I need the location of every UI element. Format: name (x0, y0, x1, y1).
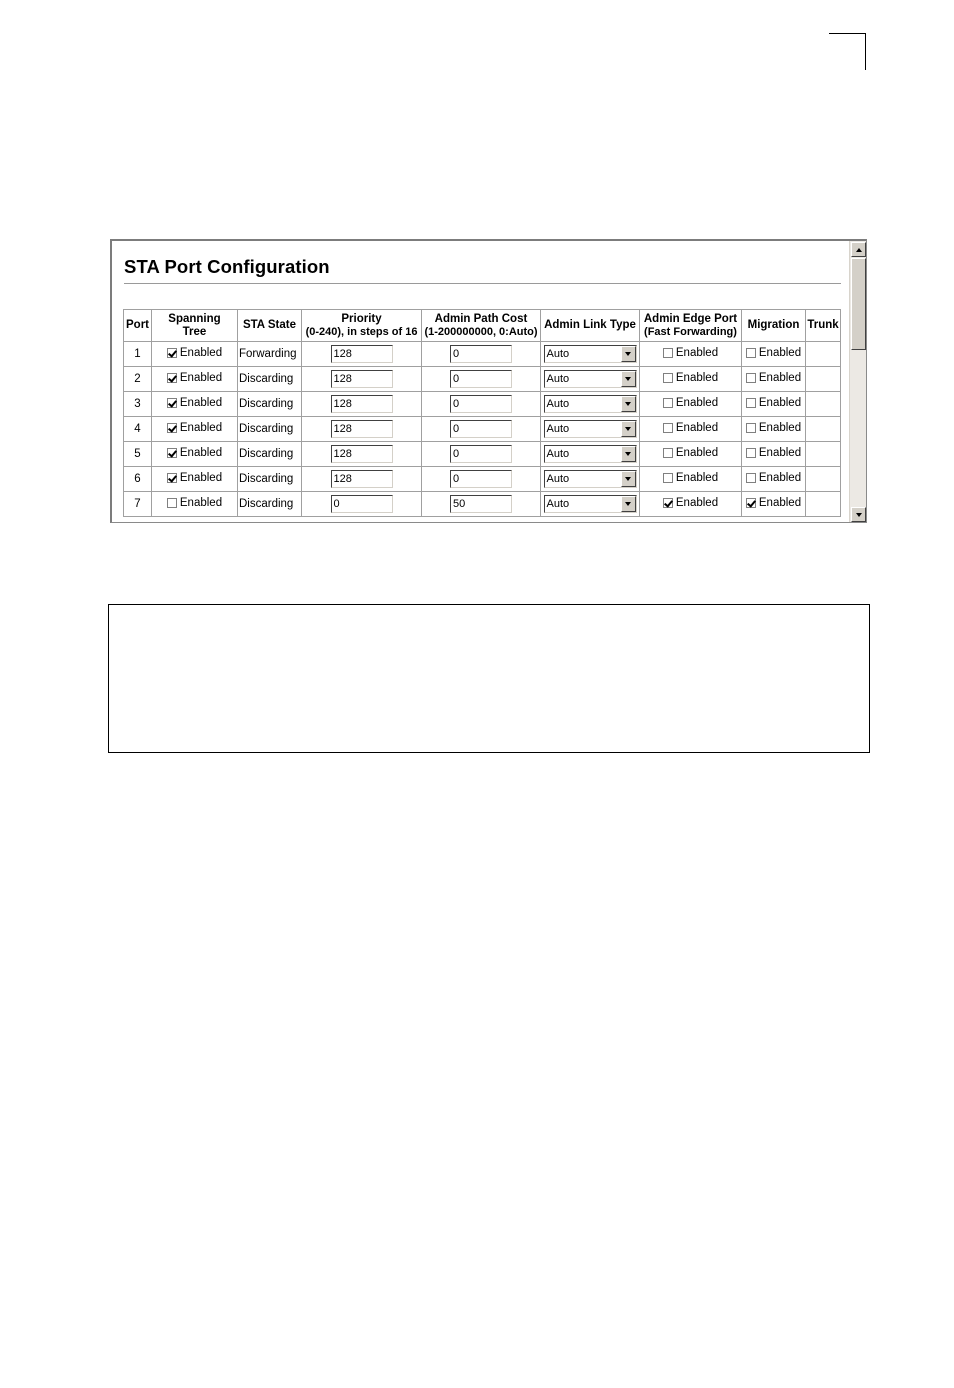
priority-cell (302, 492, 422, 517)
migration-enabled-label: Enabled (758, 372, 802, 384)
checkbox-icon[interactable] (746, 423, 756, 433)
sta-state-value: Discarding (239, 473, 294, 485)
spanning-tree-cell (152, 467, 238, 492)
checkbox-icon[interactable] (663, 498, 673, 508)
migration-enabled-checkbox[interactable] (746, 422, 801, 434)
spanning-tree-cell (152, 392, 238, 417)
link-type-cell (541, 367, 640, 392)
migration-enabled-checkbox[interactable] (746, 497, 801, 509)
sta-state-cell (238, 342, 302, 367)
spanning-tree-enabled-checkbox[interactable] (167, 422, 222, 434)
migration-enabled-checkbox[interactable] (746, 397, 801, 409)
col-header-migration: Migration (742, 310, 806, 342)
migration-enabled-label: Enabled (758, 472, 802, 484)
admin-link-type-value: Auto (546, 373, 570, 385)
sta-state-cell (238, 492, 302, 517)
migration-enabled-label: Enabled (758, 497, 802, 509)
spanning-tree-cell (152, 417, 238, 442)
trunk-cell (806, 367, 841, 392)
admin-edge-port-enabled-label: Enabled (675, 397, 719, 409)
admin-link-type-select[interactable] (544, 395, 637, 413)
link-type-cell (541, 392, 640, 417)
port-cell (124, 467, 152, 492)
vertical-scrollbar[interactable] (849, 241, 866, 523)
sta-state-cell (238, 367, 302, 392)
path-cost-cell (422, 492, 541, 517)
trunk-cell (806, 392, 841, 417)
sta-state-value: Discarding (239, 498, 294, 510)
checkbox-icon[interactable] (663, 448, 673, 458)
admin-edge-port-enabled-label: Enabled (675, 447, 719, 459)
admin-edge-port-enabled-checkbox[interactable] (663, 397, 718, 409)
path-cost-cell (422, 392, 541, 417)
col-header-port: Port (124, 310, 152, 342)
scrollbar-thumb[interactable] (851, 258, 866, 350)
admin-link-type-value: Auto (546, 423, 570, 435)
path-cost-cell (422, 342, 541, 367)
sta-state-value: Discarding (239, 448, 294, 460)
edge-port-cell (640, 442, 742, 467)
migration-cell (742, 367, 806, 392)
checkbox-icon[interactable] (167, 348, 177, 358)
dropdown-button[interactable] (621, 396, 636, 412)
page-corner-mark (829, 33, 866, 70)
admin-path-cost-input[interactable]: 50 (450, 495, 512, 513)
migration-enabled-label: Enabled (758, 422, 802, 434)
col-header-admin-edge-port: Admin Edge Port (Fast Forwarding) (640, 310, 742, 342)
migration-enabled-checkbox[interactable] (746, 347, 801, 359)
path-cost-cell (422, 442, 541, 467)
priority-input[interactable]: 128 (331, 370, 393, 388)
admin-edge-port-enabled-label: Enabled (675, 347, 719, 359)
admin-edge-port-enabled-label: Enabled (675, 497, 719, 509)
chevron-down-icon (625, 402, 631, 406)
col-header-priority: Priority (0-240), in steps of 16 (302, 310, 422, 342)
port-number: 2 (134, 373, 141, 385)
scroll-up-button[interactable] (851, 242, 866, 257)
priority-input[interactable]: 128 (331, 420, 393, 438)
path-cost-cell (422, 467, 541, 492)
checkbox-icon[interactable] (746, 348, 756, 358)
table-row (124, 342, 841, 367)
sta-port-table (123, 309, 841, 517)
migration-enabled-label: Enabled (758, 397, 802, 409)
checkbox-icon[interactable] (746, 398, 756, 408)
spanning-tree-enabled-label: Enabled (179, 497, 223, 509)
admin-link-type-value: Auto (546, 398, 570, 410)
table-body (124, 342, 841, 517)
sta-state-value: Forwarding (239, 348, 297, 360)
col-header-admin-link-type: Admin Link Type (541, 310, 640, 342)
checkbox-icon[interactable] (167, 398, 177, 408)
dropdown-button[interactable] (621, 496, 636, 512)
priority-cell (302, 342, 422, 367)
chevron-down-icon (625, 377, 631, 381)
chevron-down-icon (625, 477, 631, 481)
link-type-cell (541, 492, 640, 517)
spanning-tree-enabled-label: Enabled (179, 472, 223, 484)
port-number: 1 (134, 348, 141, 360)
col-header-trunk: Trunk (806, 310, 841, 342)
checkbox-icon[interactable] (167, 473, 177, 483)
checkbox-icon[interactable] (167, 498, 177, 508)
spanning-tree-cell (152, 442, 238, 467)
edge-port-cell (640, 417, 742, 442)
admin-link-type-value: Auto (546, 498, 570, 510)
checkbox-icon[interactable] (663, 423, 673, 433)
port-cell (124, 342, 152, 367)
spanning-tree-enabled-checkbox[interactable] (167, 397, 222, 409)
table-header-row (124, 310, 841, 342)
migration-enabled-label: Enabled (758, 447, 802, 459)
priority-input[interactable]: 128 (331, 345, 393, 363)
path-cost-cell (422, 417, 541, 442)
admin-edge-port-enabled-checkbox[interactable] (663, 372, 718, 384)
spanning-tree-enabled-checkbox[interactable] (167, 472, 222, 484)
dropdown-button[interactable] (621, 471, 636, 487)
admin-link-type-select[interactable] (544, 445, 637, 463)
spanning-tree-enabled-label: Enabled (179, 397, 223, 409)
checkbox-icon[interactable] (663, 348, 673, 358)
port-cell (124, 367, 152, 392)
migration-cell (742, 467, 806, 492)
sta-state-value: Discarding (239, 373, 294, 385)
admin-link-type-select[interactable] (544, 345, 637, 363)
table-row (124, 417, 841, 442)
path-cost-cell (422, 367, 541, 392)
migration-cell (742, 442, 806, 467)
migration-enabled-checkbox[interactable] (746, 372, 801, 384)
title-divider (124, 283, 841, 284)
chevron-down-icon (625, 502, 631, 506)
checkbox-icon[interactable] (663, 473, 673, 483)
link-type-cell (541, 467, 640, 492)
priority-cell (302, 417, 422, 442)
edge-port-cell (640, 392, 742, 417)
edge-port-cell (640, 467, 742, 492)
table-row (124, 492, 841, 517)
table-row (124, 467, 841, 492)
admin-link-type-value: Auto (546, 448, 570, 460)
admin-edge-port-enabled-label: Enabled (675, 422, 719, 434)
priority-input[interactable]: 128 (331, 395, 393, 413)
admin-link-type-select[interactable] (544, 470, 637, 488)
admin-path-cost-input[interactable]: 0 (450, 370, 512, 388)
link-type-cell (541, 342, 640, 367)
table-row (124, 367, 841, 392)
port-number: 7 (134, 498, 141, 510)
port-number: 6 (134, 473, 141, 485)
spanning-tree-enabled-label: Enabled (179, 347, 223, 359)
admin-path-cost-input[interactable]: 0 (450, 420, 512, 438)
chevron-down-icon (625, 352, 631, 356)
priority-cell (302, 367, 422, 392)
dropdown-button[interactable] (621, 446, 636, 462)
content-area (112, 241, 848, 523)
edge-port-cell (640, 342, 742, 367)
sta-state-cell (238, 442, 302, 467)
col-header-sta-state: STA State (238, 310, 302, 342)
port-number: 5 (134, 448, 141, 460)
spanning-tree-enabled-label: Enabled (179, 372, 223, 384)
priority-input[interactable]: 128 (331, 445, 393, 463)
spanning-tree-enabled-checkbox[interactable] (167, 347, 222, 359)
admin-edge-port-enabled-checkbox[interactable] (663, 422, 718, 434)
spanning-tree-enabled-label: Enabled (179, 447, 223, 459)
migration-cell (742, 342, 806, 367)
port-cell (124, 442, 152, 467)
admin-path-cost-input[interactable]: 0 (450, 395, 512, 413)
admin-link-type-select[interactable] (544, 370, 637, 388)
sta-state-cell (238, 392, 302, 417)
migration-cell (742, 392, 806, 417)
admin-link-type-select[interactable] (544, 420, 637, 438)
page-title: STA Port Configuration (124, 256, 330, 277)
admin-path-cost-input[interactable]: 0 (450, 345, 512, 363)
checkbox-icon[interactable] (167, 448, 177, 458)
trunk-cell (806, 442, 841, 467)
table-row (124, 392, 841, 417)
admin-edge-port-enabled-label: Enabled (675, 472, 719, 484)
dropdown-button[interactable] (621, 346, 636, 362)
scroll-up-arrow-icon (856, 248, 862, 252)
port-number: 3 (134, 398, 141, 410)
checkbox-icon[interactable] (663, 373, 673, 383)
migration-cell (742, 417, 806, 442)
note-box (108, 604, 870, 753)
checkbox-icon[interactable] (663, 398, 673, 408)
spanning-tree-cell (152, 492, 238, 517)
port-cell (124, 417, 152, 442)
link-type-cell (541, 442, 640, 467)
priority-cell (302, 442, 422, 467)
checkbox-icon[interactable] (746, 473, 756, 483)
spanning-tree-enabled-checkbox[interactable] (167, 497, 222, 509)
edge-port-cell (640, 367, 742, 392)
checkbox-icon[interactable] (746, 448, 756, 458)
link-type-cell (541, 417, 640, 442)
priority-cell (302, 467, 422, 492)
col-header-admin-path-cost: Admin Path Cost (1-200000000, 0:Auto) (422, 310, 541, 342)
migration-enabled-label: Enabled (758, 347, 802, 359)
admin-edge-port-enabled-checkbox[interactable] (663, 497, 718, 509)
admin-link-type-select[interactable] (544, 495, 637, 513)
spanning-tree-enabled-checkbox[interactable] (167, 372, 222, 384)
port-cell (124, 492, 152, 517)
sta-port-config-window (110, 239, 867, 523)
scroll-down-button[interactable] (851, 507, 866, 522)
dropdown-button[interactable] (621, 421, 636, 437)
edge-port-cell (640, 492, 742, 517)
admin-edge-port-enabled-checkbox[interactable] (663, 447, 718, 459)
sta-state-cell (238, 417, 302, 442)
migration-enabled-checkbox[interactable] (746, 472, 801, 484)
checkbox-icon[interactable] (167, 373, 177, 383)
migration-cell (742, 492, 806, 517)
checkbox-icon[interactable] (746, 373, 756, 383)
sta-state-cell (238, 467, 302, 492)
admin-link-type-value: Auto (546, 473, 570, 485)
trunk-cell (806, 417, 841, 442)
trunk-cell (806, 342, 841, 367)
sta-state-value: Discarding (239, 423, 294, 435)
chevron-down-icon (625, 427, 631, 431)
spanning-tree-enabled-checkbox[interactable] (167, 447, 222, 459)
admin-edge-port-enabled-checkbox[interactable] (663, 472, 718, 484)
spanning-tree-cell (152, 342, 238, 367)
spanning-tree-enabled-label: Enabled (179, 422, 223, 434)
sta-state-value: Discarding (239, 398, 294, 410)
port-cell (124, 392, 152, 417)
trunk-cell (806, 467, 841, 492)
spanning-tree-cell (152, 367, 238, 392)
trunk-cell (806, 492, 841, 517)
chevron-down-icon (625, 452, 631, 456)
admin-path-cost-input[interactable]: 0 (450, 470, 512, 488)
migration-enabled-checkbox[interactable] (746, 447, 801, 459)
admin-edge-port-enabled-label: Enabled (675, 372, 719, 384)
priority-input[interactable]: 128 (331, 470, 393, 488)
priority-input[interactable]: 0 (331, 495, 393, 513)
checkbox-icon[interactable] (746, 498, 756, 508)
admin-edge-port-enabled-checkbox[interactable] (663, 347, 718, 359)
admin-link-type-value: Auto (546, 348, 570, 360)
admin-path-cost-input[interactable]: 0 (450, 445, 512, 463)
table-row (124, 442, 841, 467)
col-header-spanning-tree: Spanning Tree (152, 310, 238, 342)
checkbox-icon[interactable] (167, 423, 177, 433)
priority-cell (302, 392, 422, 417)
scroll-down-arrow-icon (856, 513, 862, 517)
dropdown-button[interactable] (621, 371, 636, 387)
port-number: 4 (134, 423, 141, 435)
